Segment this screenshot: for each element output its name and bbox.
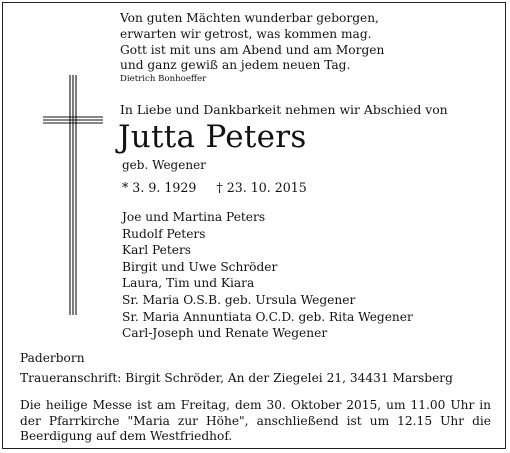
- poem-line: und ganz gewiß an jedem neuen Tag.: [120, 58, 351, 73]
- deceased-name: Jutta Peters: [118, 119, 307, 155]
- mourner: Carl-Joseph und Renate Wegener: [122, 326, 328, 341]
- poem-line: erwarten wir getrost, was kommen mag.: [120, 26, 372, 41]
- mourner: Sr. Maria Annuntiata O.C.D. geb. Rita Wegener: [122, 309, 413, 324]
- birth-date: * 3. 9. 1929: [122, 180, 197, 195]
- mourner: Karl Peters: [122, 243, 192, 258]
- death-date: † 23. 10. 2015: [216, 180, 307, 195]
- mourning-address: Traueranschrift: Birgit Schröder, An der Ziegelei 21, 34431 Marsberg: [20, 371, 453, 385]
- poem-author: Dietrich Bonhoeffer: [120, 74, 207, 84]
- mourner: Sr. Maria O.S.B. geb. Ursula Wegener: [122, 292, 356, 307]
- service-info: Die heilige Messe ist am Freitag, dem 30. Oktober 2015, um 11.00 Uhr in der Pfarrkirche "Maria zur Höhe", anschließend ist um 12.15 Uhr die Beerdigung auf dem Westfriedhof.: [20, 398, 491, 444]
- place: Paderborn: [20, 351, 85, 365]
- poem: [120, 11, 384, 74]
- obituary-notice: [2, 2, 506, 449]
- mourner: Laura, Tim und Kiara: [122, 276, 255, 291]
- birth-name: geb. Wegener: [122, 158, 206, 172]
- mourner: Joe und Martina Peters: [122, 210, 266, 224]
- farewell-intro: In Liebe und Dankbarkeit nehmen wir Abschied von: [120, 102, 448, 117]
- poem-line: Gott ist mit uns am Abend und am Morgen: [120, 42, 385, 57]
- poem-line: Von guten Mächten wunderbar geborgen,: [120, 11, 379, 25]
- mourner: Rudolf Peters: [122, 226, 206, 241]
- mourners-list: [122, 209, 413, 342]
- mourner: Birgit und Uwe Schröder: [122, 259, 278, 274]
- cross-icon: [43, 75, 103, 315]
- life-dates: [122, 180, 307, 195]
